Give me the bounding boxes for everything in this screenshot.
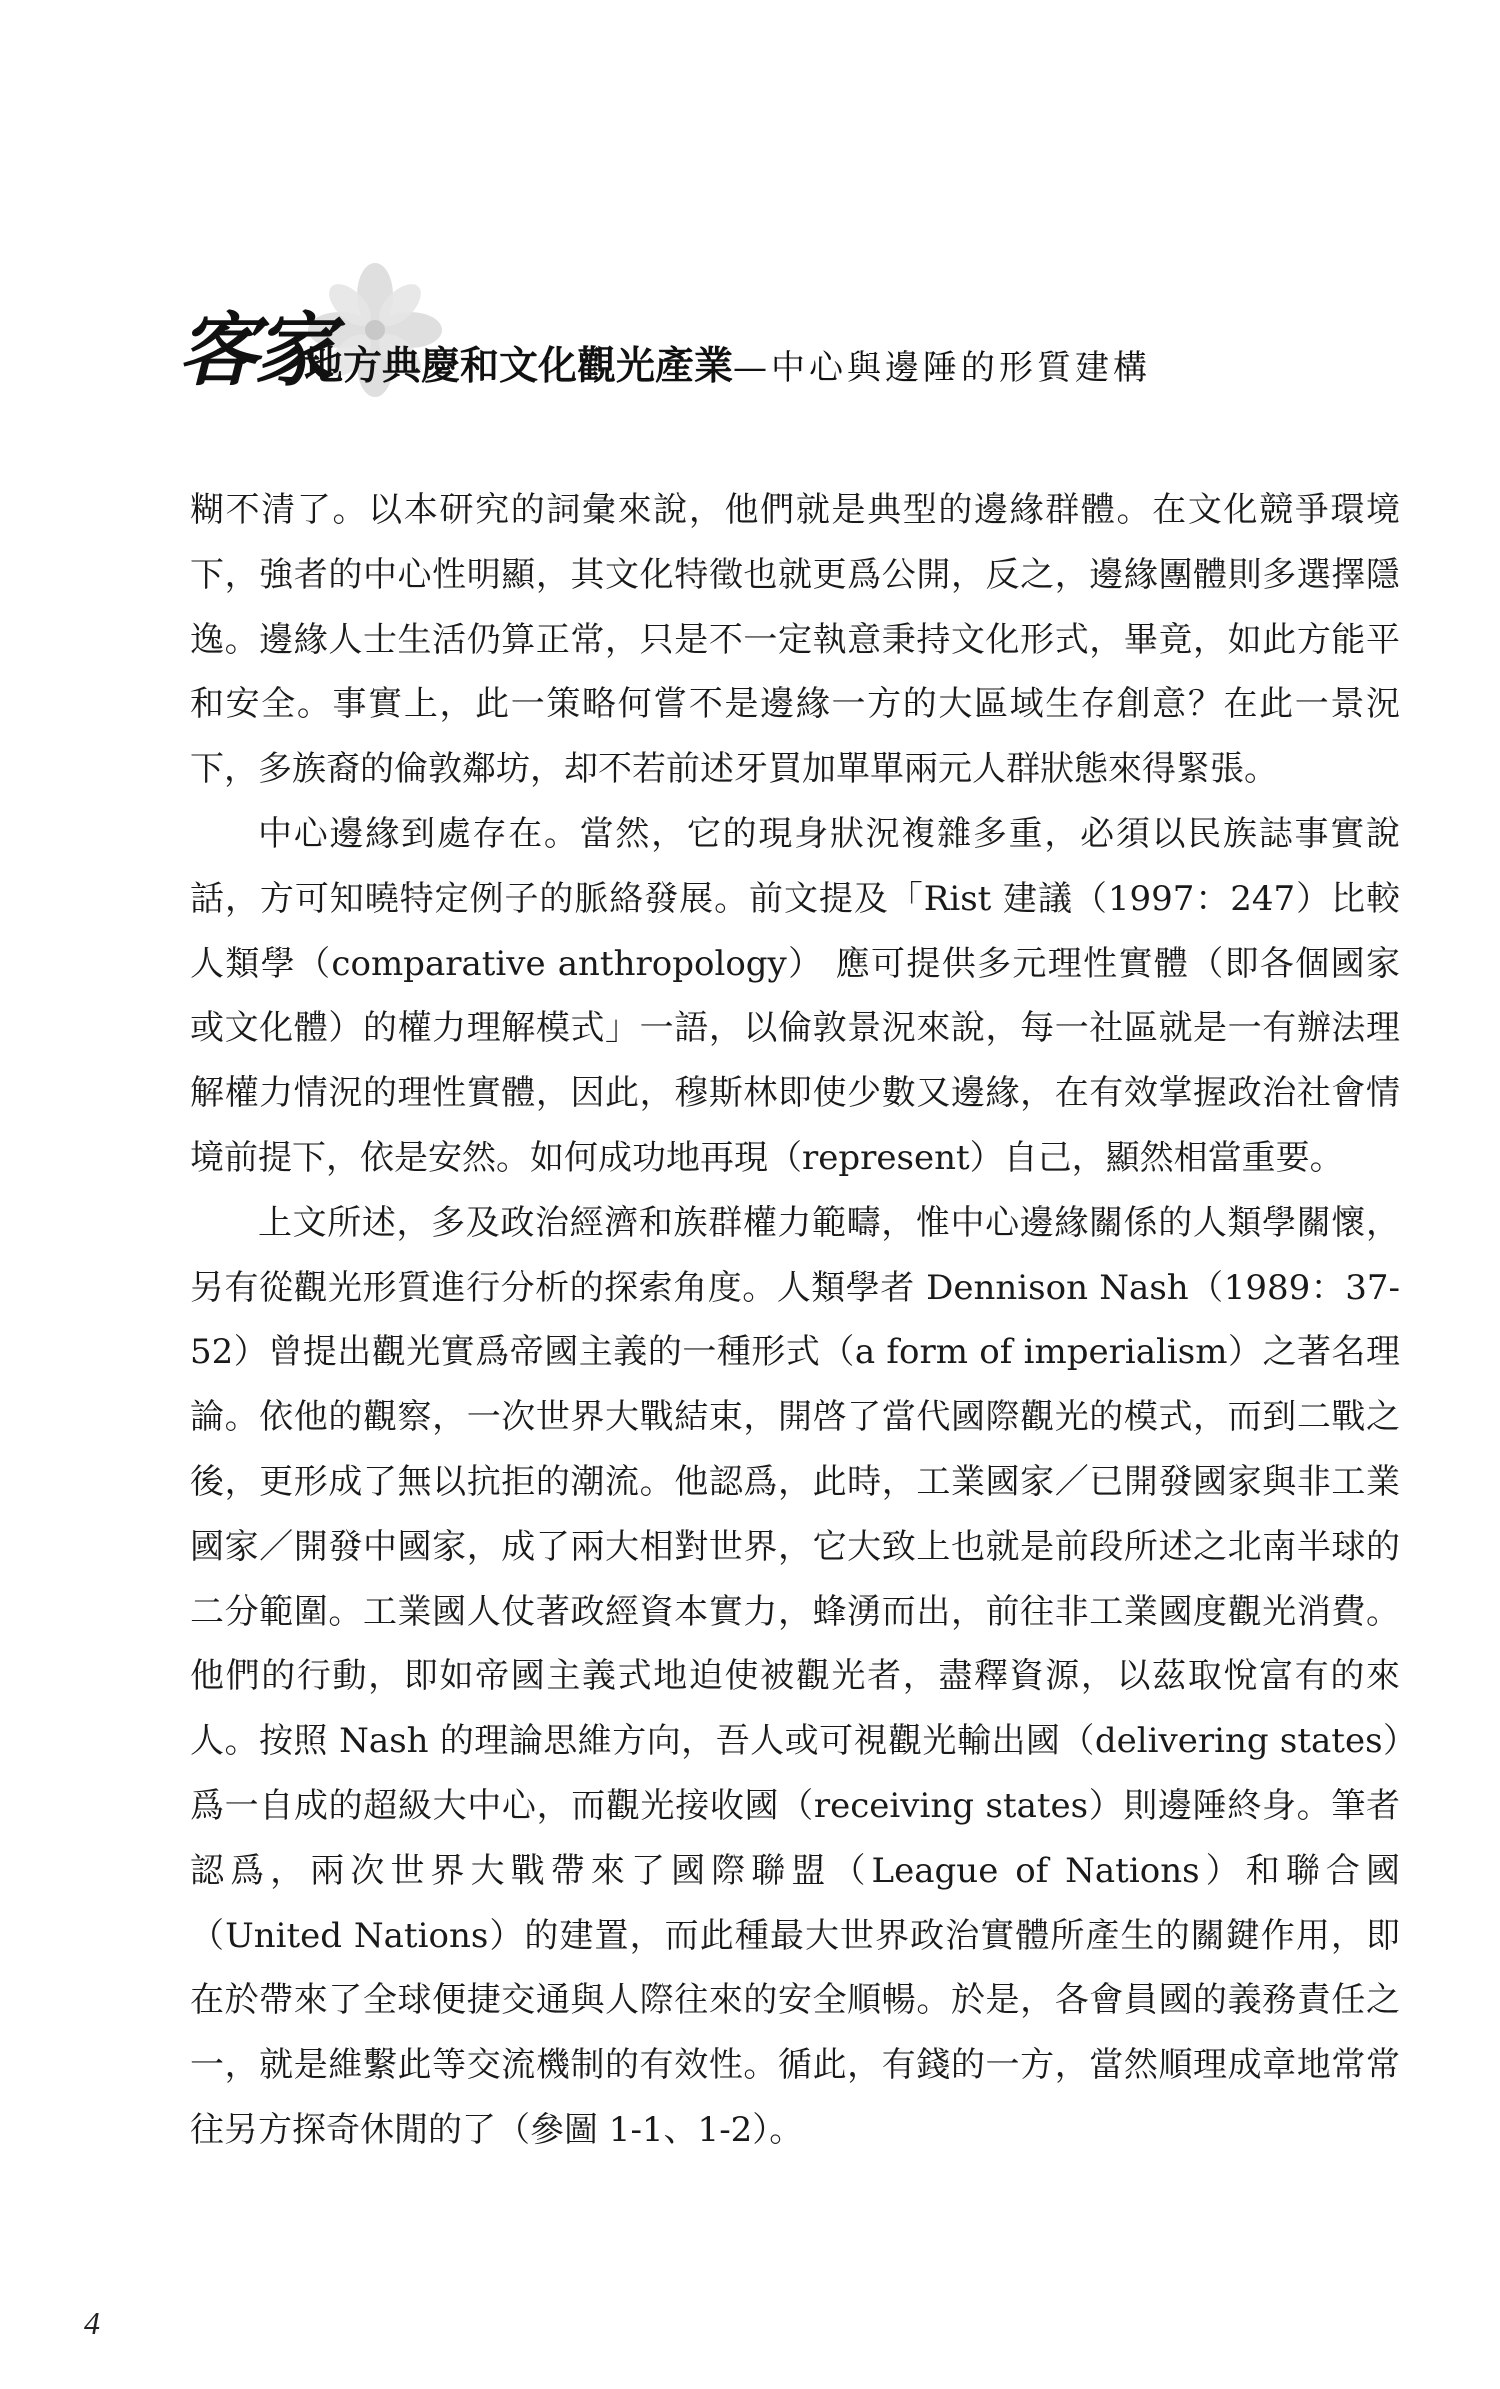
page-header: [178, 300, 1378, 410]
header-title: 地方典慶和文化觀光產業: [304, 344, 734, 389]
header-subtitle: —中心與邊陲的形質建構: [733, 348, 1152, 388]
header-title-line: [304, 342, 1151, 393]
page-number: 4: [84, 2305, 100, 2341]
paragraph-1: 糊不清了。以本研究的詞彙來說，他們就是典型的邊緣群體。在文化競爭環境下，強者的中心性明顯，其文化特徵也就更爲公開，反之，邊緣團體則多選擇隱逸。邊緣人士生活仍算正常，只是不一定執意秉持文化形式，畢竟，如此方能平和安全。事實上，此一策略何嘗不是邊緣一方的大區域生存創意？在此一景況下，多族裔的倫敦鄰坊，却不若前述牙買加單單兩元人群狀態來得緊張。: [190, 490, 1400, 790]
paragraph-3: 上文所述，多及政治經濟和族群權力範疇，惟中心邊緣關係的人類學關懷，另有從觀光形質進行分析的探索角度。人類學者 Dennison Nash（1989：37-52）曾提出觀光實爲帝國主義的一種形式（a form of imperialism）之著名理論。依他的觀察，一次世界大戰結束，開啓了當代國際觀光的模式，而到二戰之後，更形成了無以抗拒的潮流。他認爲，此時，工業國家／已開發國家與非工業國家／開發中國家，成了兩大相對世界，它大致上也就是前段所述之北南半球的二分範圍。工業國人仗著政經資本實力，蜂湧而出，前往非工業國度觀光消費。他們的行動，即如帝國主義式地迫使被觀光者，盡釋資源，以茲取悅富有的來人。按照 Nash 的理論思維方向，吾人或可視觀光輸出國（delivering states）爲一自成的超級大中心，而觀光接收國（receiving states）則邊陲終身。筆者認爲，兩次世界大戰帶來了國際聯盟（League of Nations）和聯合國（United Nations）的建置，而此種最大世界政治實體所產生的關鍵作用，即在於帶來了全球便捷交通與人際往來的安全順暢。於是，各會員國的義務責任之一，就是維繫此等交流機制的有效性。循此，有錢的一方，當然順理成章地常常往另方探奇休閒的了（參圖 1-1、1-2）。: [190, 1202, 1400, 2150]
body-text: [190, 478, 1400, 2163]
header-brand: 客家: [178, 303, 330, 397]
paragraph-2: 中心邊緣到處存在。當然，它的現身狀況複雜多重，必須以民族誌事實說話，方可知曉特定例子的脈絡發展。前文提及「Rist 建議（1997：247）比較人類學（comparative anthropology） 應可提供多元理性實體（即各個國家或文化體）的權力理解模式」一語，以倫敦景況來說，每一社區就是一有辦法理解權力情況的理性實體，因此，穆斯林即使少數又邊緣，在有效掌握政治社會情境前提下，依是安然。如何成功地再現（represent）自己，顯然相當重要。: [190, 813, 1400, 1178]
